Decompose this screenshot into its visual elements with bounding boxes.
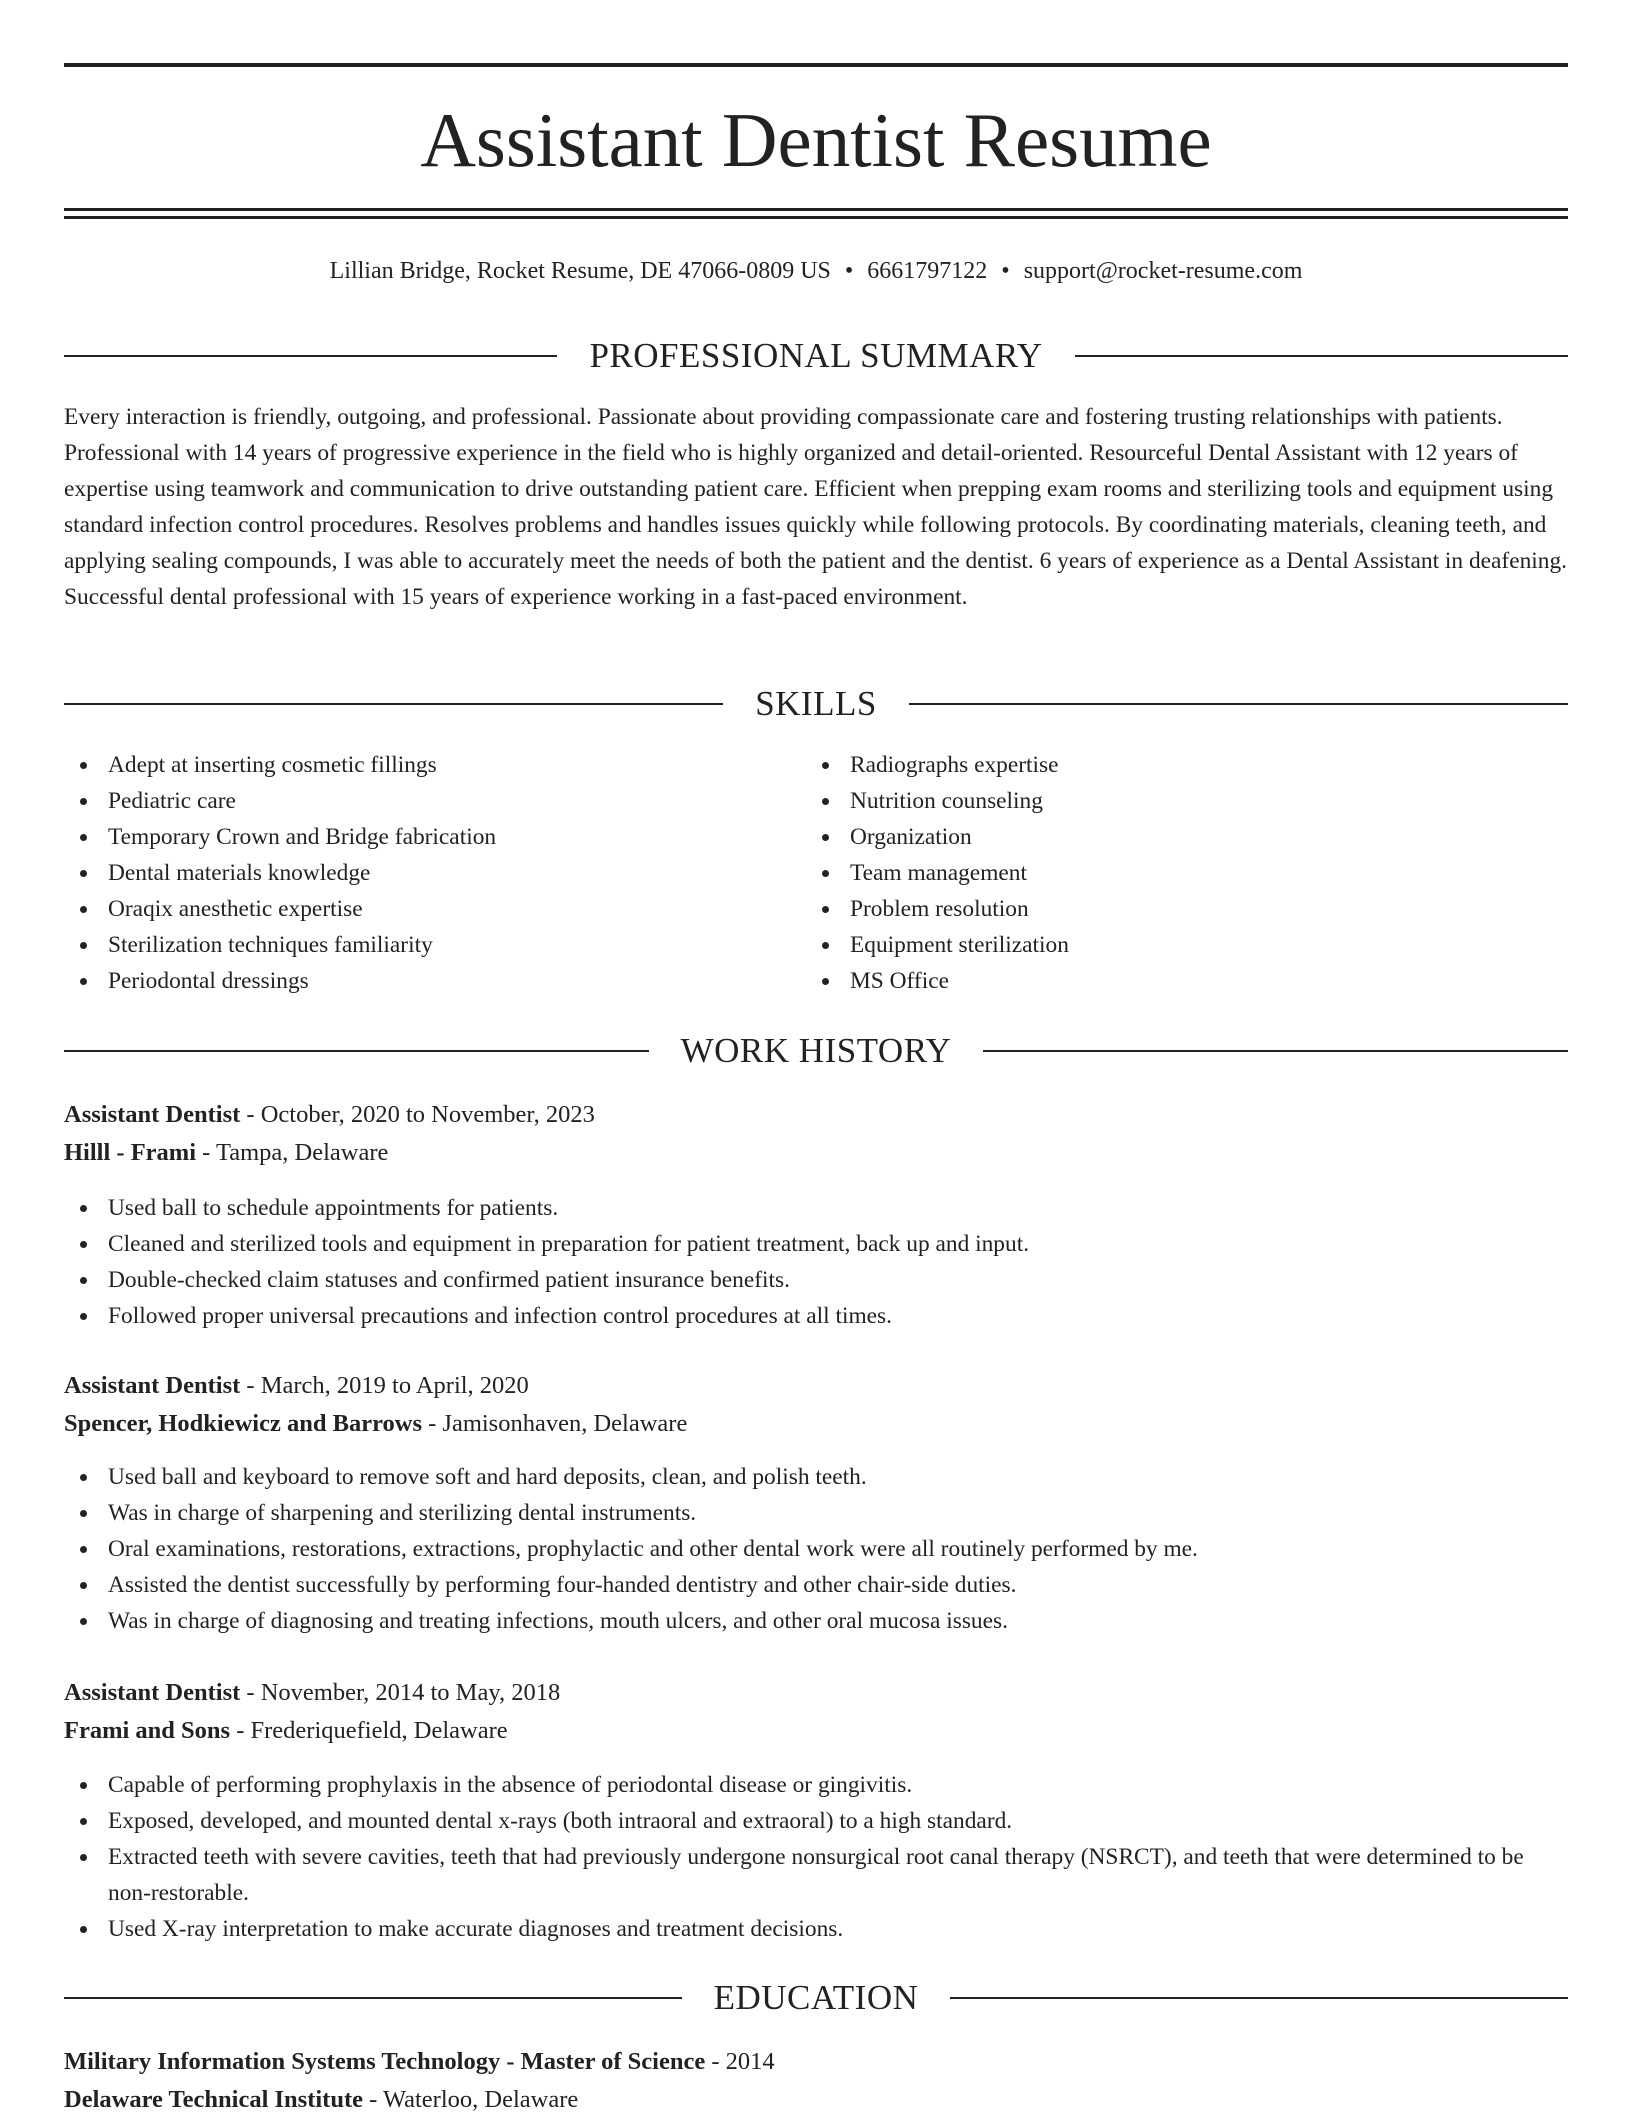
skill-item: Temporary Crown and Bridge fabrication xyxy=(64,819,784,855)
job-location: - Frederiquefield, Delaware xyxy=(230,1717,508,1744)
education-school: Delaware Technical Institute xyxy=(64,2086,363,2113)
contact-address: Lillian Bridge, Rocket Resume, DE 47066-0809 US xyxy=(329,258,831,284)
heading-rule xyxy=(950,1997,1568,1999)
job-dates: - March, 2019 to April, 2020 xyxy=(240,1372,529,1399)
skill-item: Equipment sterilization xyxy=(806,927,1546,963)
skills-list-right xyxy=(806,747,1546,999)
section-heading-summary xyxy=(64,336,1568,376)
skill-item: Periodontal dressings xyxy=(64,963,784,999)
job-company: Frami and Sons xyxy=(64,1717,231,1744)
contact-line xyxy=(64,254,1568,288)
job-title-line xyxy=(64,1097,1568,1133)
job-bullet: Used X-ray interpretation to make accurate diagnoses and treatment decisions. xyxy=(64,1911,1568,1947)
section-title: WORK HISTORY xyxy=(680,1031,952,1070)
education-school-line xyxy=(64,2082,1568,2118)
top-rule xyxy=(64,63,1568,67)
skills-list-left xyxy=(64,747,784,999)
heading-rule xyxy=(64,1050,649,1052)
job-dates: - October, 2020 to November, 2023 xyxy=(240,1101,595,1128)
job-location: - Tampa, Delaware xyxy=(196,1139,389,1166)
job-bullet: Was in charge of sharpening and sterilizing dental instruments. xyxy=(64,1495,1568,1531)
education-year: - 2014 xyxy=(705,2048,775,2075)
education-degree-line xyxy=(64,2044,1568,2080)
job-location: - Jamisonhaven, Delaware xyxy=(422,1410,688,1437)
job-bullet: Oral examinations, restorations, extractions, prophylactic and other dental work were all routinely performed by me. xyxy=(64,1531,1568,1567)
skill-item: Pediatric care xyxy=(64,783,784,819)
skill-item: MS Office xyxy=(806,963,1546,999)
skill-item: Oraqix anesthetic expertise xyxy=(64,891,784,927)
job-company: Spencer, Hodkiewicz and Barrows xyxy=(64,1410,422,1437)
job-bullet: Cleaned and sterilized tools and equipment in preparation for patient treatment, back up and input. xyxy=(64,1226,1568,1262)
contact-separator: • xyxy=(1001,258,1010,284)
job-bullet: Followed proper universal precautions and infection control procedures at all times. xyxy=(64,1298,1568,1334)
skill-item: Sterilization techniques familiarity xyxy=(64,927,784,963)
job-bullet-list xyxy=(64,1767,1568,1947)
heading-rule xyxy=(64,1997,682,1999)
contact-email: support@rocket-resume.com xyxy=(1023,258,1303,284)
job-bullet: Used ball to schedule appointments for patients. xyxy=(64,1190,1568,1226)
heading-rule xyxy=(64,703,723,705)
skill-item: Problem resolution xyxy=(806,891,1546,927)
heading-rule xyxy=(909,703,1568,705)
job-bullet: Exposed, developed, and mounted dental x-rays (both intraoral and extraoral) to a high standard. xyxy=(64,1803,1568,1839)
skill-item: Organization xyxy=(806,819,1546,855)
job-bullet-list xyxy=(64,1459,1568,1639)
job-bullet: Double-checked claim statuses and confirmed patient insurance benefits. xyxy=(64,1262,1568,1298)
job-bullet: Extracted teeth with severe cavities, teeth that had previously undergone nonsurgical root canal therapy (NSRCT), and teeth that were determined to be non-restorable. xyxy=(64,1839,1568,1911)
skill-item: Team management xyxy=(806,855,1546,891)
job-company-line xyxy=(64,1713,1568,1749)
job-company-line xyxy=(64,1135,1568,1171)
section-title: EDUCATION xyxy=(713,1978,919,2017)
job-bullet: Used ball and keyboard to remove soft and hard deposits, clean, and polish teeth. xyxy=(64,1459,1568,1495)
job-bullet-list xyxy=(64,1190,1568,1334)
section-heading-work xyxy=(64,1031,1568,1071)
job-title: Assistant Dentist xyxy=(64,1679,241,1706)
contact-phone: 6661797122 xyxy=(867,258,988,284)
section-heading-education xyxy=(64,1978,1568,2018)
heading-rule xyxy=(983,1050,1568,1052)
education-degree: Military Information Systems Technology - Master of Science xyxy=(64,2048,706,2075)
job-title: Assistant Dentist xyxy=(64,1372,241,1399)
section-title: SKILLS xyxy=(755,684,877,723)
job-bullet: Was in charge of diagnosing and treating infections, mouth ulcers, and other oral mucosa issues. xyxy=(64,1603,1568,1639)
job-bullet: Assisted the dentist successfully by performing four-handed dentistry and other chair-side duties. xyxy=(64,1567,1568,1603)
contact-separator: • xyxy=(844,258,854,284)
skill-item: Adept at inserting cosmetic fillings xyxy=(64,747,784,783)
job-company-line xyxy=(64,1406,1568,1442)
heading-rule xyxy=(64,355,557,357)
job-dates: - November, 2014 to May, 2018 xyxy=(240,1679,561,1706)
summary-text: Every interaction is friendly, outgoing, and professional. Passionate about providing compassionate care and fostering trusting relationships with patients. Professional with 14 years of progressive experience in the field who is highly organized and detail-oriented. Resourceful Dental Assistant with 12 years of expertise using teamwork and communication to drive outstanding patient care. Efficient when prepping exam rooms and sterilizing tools and equipment using standard infection control procedures. Resolves problems and handles issues quickly while following protocols. By coordinating materials, cleaning teeth, and applying sealing compounds, I was able to accurately meet the needs of both the patient and the dentist. 6 years of experience as a Dental Assistant in deafening. Successful dental professional with 15 years of experience working in a fast-paced environment. xyxy=(64,404,1568,610)
section-title: PROFESSIONAL SUMMARY xyxy=(589,336,1043,375)
heading-rule xyxy=(1075,355,1568,357)
job-title-line xyxy=(64,1368,1568,1404)
title-rule-upper xyxy=(64,208,1568,211)
job-title-line xyxy=(64,1675,1568,1711)
job-company: Hilll - Frami xyxy=(64,1139,196,1166)
skill-item: Radiographs expertise xyxy=(806,747,1546,783)
skill-item: Dental materials knowledge xyxy=(64,855,784,891)
skill-item: Nutrition counseling xyxy=(806,783,1546,819)
education-location: - Waterloo, Delaware xyxy=(363,2086,579,2113)
title-rule-lower xyxy=(64,216,1568,219)
section-heading-skills xyxy=(64,684,1568,724)
job-bullet: Capable of performing prophylaxis in the absence of periodontal disease or gingivitis. xyxy=(64,1767,1568,1803)
job-title: Assistant Dentist xyxy=(64,1101,241,1128)
resume-title: Assistant Dentist Resume xyxy=(420,97,1212,183)
